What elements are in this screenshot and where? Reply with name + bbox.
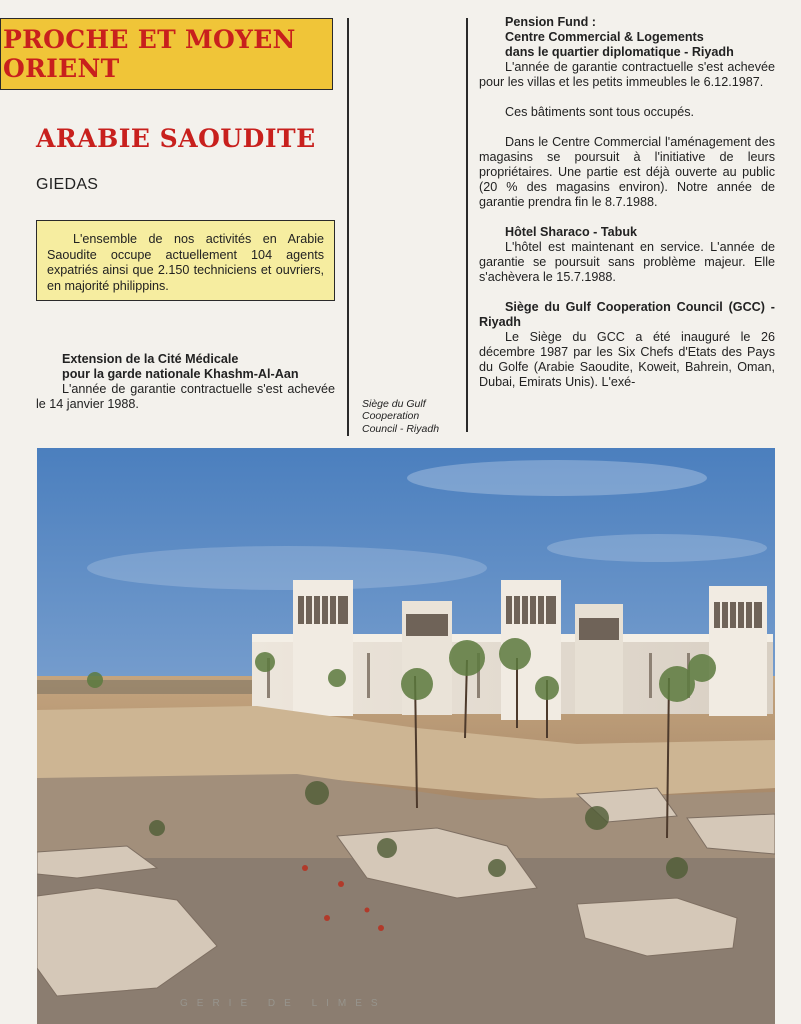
column-divider-right (466, 18, 468, 432)
gcc-heading: Siège du Gulf Cooperation Council (GCC) - Riyadh (479, 300, 775, 329)
hotel-heading: Hôtel Sharaco - Tabuk (505, 225, 638, 239)
pension-paragraph-1: L'année de garantie contractuelle s'est achevée pour les villas et les petits immeubles le 6.12.1987. (479, 60, 775, 89)
hotel-paragraph: L'hôtel est maintenant en service. L'année de garantie se poursuit sans problème majeur. Elle s'achèvera le 15.7.1988. (479, 240, 775, 284)
banner-title-line2: ORIENT (3, 54, 120, 83)
pension-subheading-2: dans le quartier diplomatique - Riyadh (505, 45, 734, 59)
left-article-heading-line1: Extension de la Cité Médicale (62, 352, 239, 366)
left-article-heading-line2: pour la garde nationale Khashm-Al-Aan (62, 367, 299, 381)
country-title: ARABIE SAOUDITE (36, 124, 316, 153)
caption-line1: Siège du Gulf (362, 398, 426, 410)
company-name: GIEDAS (36, 176, 99, 193)
pension-paragraph-3: Dans le Centre Commercial l'aménagement des magasins se poursuit à l'initiative de leurs propriétaires. Une partie est déjà ouverte au public (20 % des magasins environ). Notre année de garantie prendra fin le 8.7.1988. (479, 135, 775, 209)
banner-title-line1: PROCHE ET MOYEN (3, 25, 296, 54)
caption-line2: Cooperation (362, 410, 420, 423)
left-article (36, 352, 335, 412)
left-article-body: L'année de garantie contractuelle s'est achevée le 14 janvier 1988. (36, 382, 335, 411)
column-divider-left (347, 18, 349, 436)
pension-heading: Pension Fund : (505, 15, 596, 29)
gcc-building-photo (37, 448, 775, 1024)
photo-watermark: GERIE DE LIMES (180, 998, 387, 1009)
section-banner (0, 18, 333, 90)
staff-info-box: L'ensemble de nos activités en Arabie Saoudite occupe actuellement 104 agents expatriés ainsi que 2.150 techniciens et ouvriers, en majorité philippins. (36, 220, 335, 301)
right-column (479, 15, 775, 390)
photo-caption (362, 398, 458, 435)
pension-paragraph-2: Ces bâtiments sont tous occupés. (505, 105, 695, 119)
caption-line3: Council - Riyadh (362, 422, 440, 435)
gcc-paragraph: Le Siège du GCC a été inauguré le 26 décembre 1987 par les Six Chefs d'Etats des Pays du Golfe (Arabie Saoudite, Koweit, Bahrein, Oman, Dubai, Emirats Unis). L'exé- (479, 330, 775, 389)
pension-subheading-1: Centre Commercial & Logements (505, 30, 704, 44)
